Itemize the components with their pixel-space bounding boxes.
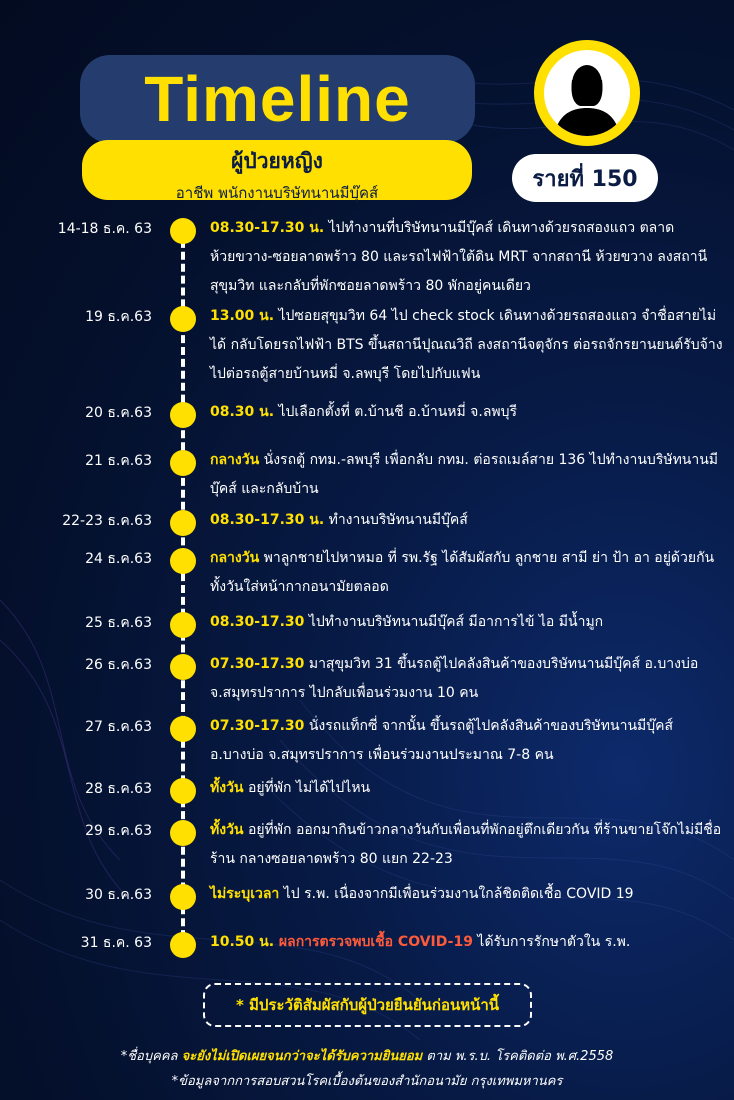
person-silhouette-icon bbox=[544, 50, 630, 136]
entry-text: ไปซอยสุขุมวิท 64 ไป check stock เดินทางด้วยรถสองแถว จำชื่อสายไม่ได้ กลับโดยรถไฟฟ้า BTS ขึ้นสถานีปุณณวิถี ลงสถานีจตุจักร ต่อรถจักรยานยนต์รับจ้าง ไปต่อรถตู้สายบ้านหมี่ จ.ลพบุรี โดยไปกับแฟน bbox=[210, 308, 723, 382]
entry-description bbox=[210, 544, 725, 602]
title-banner bbox=[80, 55, 475, 143]
entry-time: กลางวัน bbox=[210, 550, 260, 566]
entry-date: 22-23 ธ.ค.63 bbox=[62, 513, 152, 529]
timeline-dot bbox=[170, 716, 196, 742]
entry-description bbox=[210, 214, 725, 301]
entry-time: 07.30-17.30 bbox=[210, 656, 305, 672]
entry-date: 14-18 ธ.ค. 63 bbox=[57, 221, 152, 237]
timeline-dot bbox=[170, 932, 196, 958]
footnote-prefix: *ชื่อบุคคล bbox=[120, 1049, 182, 1064]
entry-time: ไม่ระบุเวลา bbox=[210, 886, 280, 902]
entry-text: นั่งรถตู้ กทม.-ลพบุรี เพื่อกลับ กทม. ต่อรถเมล์สาย 136 ไปทำงานบริษัทนานมีบุ๊คส์ และกลับบ้าน bbox=[210, 452, 719, 497]
entry-description bbox=[210, 928, 725, 957]
contact-history-note: * มีประวัติสัมผัสกับผู้ป่วยยืนยันก่อนหน้านี้ bbox=[203, 983, 532, 1027]
page-title: Timeline bbox=[144, 63, 411, 135]
entry-time: 13.00 น. bbox=[210, 308, 275, 324]
timeline-dot bbox=[170, 612, 196, 638]
entry-description bbox=[210, 398, 725, 427]
entry-time: 08.30-17.30 bbox=[210, 614, 305, 630]
patient-label: ผู้ป่วยหญิง bbox=[231, 149, 323, 173]
timeline-dot bbox=[170, 820, 196, 846]
entry-description bbox=[210, 608, 725, 637]
entry-description bbox=[210, 650, 725, 708]
entry-time: 08.30-17.30 น. bbox=[210, 220, 325, 236]
entry-description bbox=[210, 446, 725, 504]
patient-occupation: อาชีพ พนักงานบริษัทนานมีบุ๊คส์ bbox=[175, 184, 379, 202]
entry-text: ทำงานบริษัทนานมีบุ๊คส์ bbox=[324, 512, 468, 528]
patient-info-banner bbox=[82, 140, 472, 200]
entry-text: พาลูกชายไปหาหมอ ที่ รพ.รัฐ ได้สัมผัสกับ ลูกชาย สามี ย่า ป้า อา อยู่ด้วยกันทั้งวันใส่หน้ากากอนามัยตลอด bbox=[210, 550, 715, 595]
entry-date: 26 ธ.ค.63 bbox=[85, 657, 152, 673]
entry-description bbox=[210, 302, 725, 389]
privacy-footnote bbox=[0, 1045, 734, 1066]
entry-description bbox=[210, 506, 725, 535]
entry-alert-text: ผลการตรวจพบเชื้อ COVID-19 bbox=[274, 934, 473, 950]
entry-text: อยู่ที่พัก ออกมากินข้าวกลางวันกับเพื่อนที่พักอยู่ตึกเดียวกัน ที่ร้านขายโจ๊กไม่มีชื่อร้าน กลางซอยลาดพร้าว 80 แยก 22-23 bbox=[210, 822, 722, 867]
entry-description bbox=[210, 774, 725, 803]
entry-date: 31 ธ.ค. 63 bbox=[80, 935, 152, 951]
entry-time: 08.30 น. bbox=[210, 404, 275, 420]
timeline-dot bbox=[170, 450, 196, 476]
entry-date: 25 ธ.ค.63 bbox=[85, 615, 152, 631]
entry-date: 21 ธ.ค.63 bbox=[85, 453, 152, 469]
entry-time: 08.30-17.30 น. bbox=[210, 512, 325, 528]
timeline-dot bbox=[170, 218, 196, 244]
entry-text: ไปทำงานที่บริษัทนานมีบุ๊คส์ เดินทางด้วยรถสองแถว ตลาดห้วยขวาง-ซอยลาดพร้าว 80 และรถไฟฟ้าใต้ดิน MRT จากสถานี ห้วยขวาง ลงสถานีสุขุมวิท และกลับที่พักซอยลาดพร้าว 80 พักอยู่คนเดียว bbox=[210, 220, 708, 294]
entry-time: ทั้งวัน bbox=[210, 822, 244, 838]
case-number-badge: รายที่ 150 bbox=[512, 154, 658, 202]
entry-text: ไปเลือกตั้งที่ ต.บ้านชี อ.บ้านหมี่ จ.ลพบุรี bbox=[274, 404, 518, 420]
entry-text: อยู่ที่พัก ไม่ได้ไปไหน bbox=[243, 780, 371, 796]
entry-text: นั่งรถแท็กซี่ จากนั้น ขึ้นรถตู้ไปคลังสินค้าของบริษัทนานมีบุ๊คส์ อ.บางบ่อ จ.สมุทรปราการ เพื่อนร่วมงานประมาณ 7-8 คน bbox=[210, 718, 674, 763]
timeline-dot bbox=[170, 654, 196, 680]
timeline-dot bbox=[170, 884, 196, 910]
entry-time: ทั้งวัน bbox=[210, 780, 244, 796]
entry-time: 10.50 น. bbox=[210, 934, 275, 950]
avatar bbox=[534, 40, 640, 146]
entry-description bbox=[210, 816, 725, 874]
timeline-dot bbox=[170, 778, 196, 804]
timeline-dot bbox=[170, 510, 196, 536]
timeline-dot bbox=[170, 402, 196, 428]
footnote-suffix: ตาม พ.ร.บ. โรคติดต่อ พ.ศ.2558 bbox=[422, 1049, 614, 1064]
entry-date: 19 ธ.ค.63 bbox=[85, 309, 152, 325]
entry-date: 30 ธ.ค.63 bbox=[85, 887, 152, 903]
entry-date: 28 ธ.ค.63 bbox=[85, 781, 152, 797]
entry-time: 07.30-17.30 bbox=[210, 718, 305, 734]
entry-text: มาสุขุมวิท 31 ขึ้นรถตู้ไปคลังสินค้าของบริษัทนานมีบุ๊คส์ อ.บางบ่อ จ.สมุทรปราการ ไปกลับเพื่อนร่วมงาน 10 คน bbox=[210, 656, 699, 701]
timeline-dot bbox=[170, 548, 196, 574]
entry-time: กลางวัน bbox=[210, 452, 260, 468]
entry-text: ไป ร.พ. เนื่องจากมีเพื่อนร่วมงานใกล้ชิดติดเชื้อ COVID 19 bbox=[279, 886, 634, 902]
timeline-dot bbox=[170, 306, 196, 332]
entry-date: 29 ธ.ค.63 bbox=[85, 823, 152, 839]
entry-description bbox=[210, 880, 725, 909]
source-footnote: *ข้อมูลจากการสอบสวนโรคเบื้องต้นของสำนักอนามัย กรุงเทพมหานคร bbox=[171, 1074, 563, 1089]
entry-text: ได้รับการรักษาตัวใน ร.พ. bbox=[472, 934, 631, 950]
entry-date: 24 ธ.ค.63 bbox=[85, 551, 152, 567]
footnote-highlight: จะยังไม่เปิดเผยจนกว่าจะได้รับความยินยอม bbox=[181, 1049, 423, 1064]
entry-date: 20 ธ.ค.63 bbox=[85, 405, 152, 421]
entry-date: 27 ธ.ค.63 bbox=[85, 719, 152, 735]
entry-text: ไปทำงานบริษัทนานมีบุ๊คส์ มีอาการไข้ ไอ มีน้ำมูก bbox=[304, 614, 604, 630]
entry-description bbox=[210, 712, 725, 770]
